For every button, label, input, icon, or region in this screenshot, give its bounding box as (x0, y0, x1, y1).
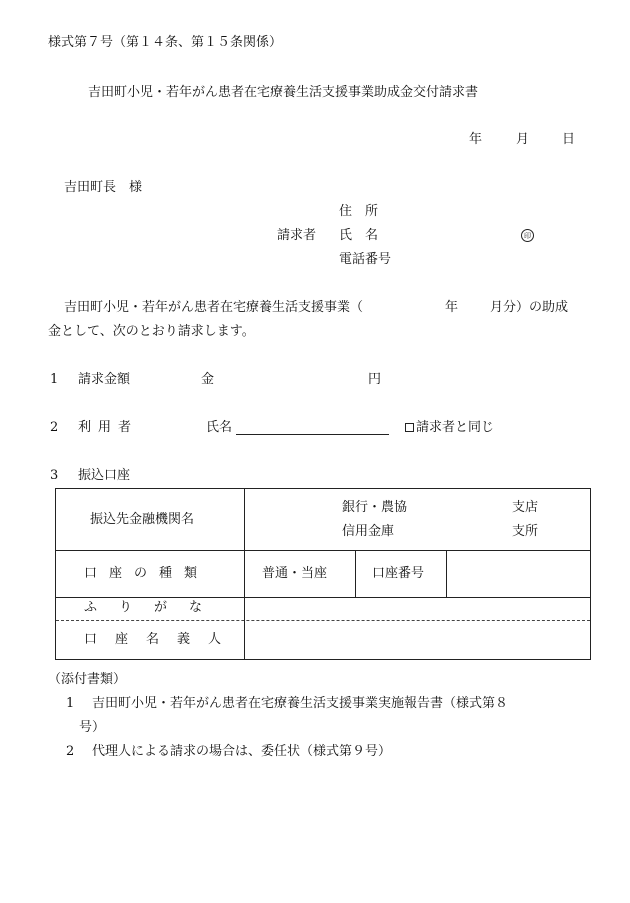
account-holder-label: 口座名義人 (84, 632, 240, 647)
applicant-label: 請求者 (277, 228, 317, 243)
attachment-1-line1: 吉田町小児・若年がん患者在宅療養生活支援事業実施報告書（様式第８ (92, 696, 509, 711)
item1-prefix: 金 (201, 372, 215, 387)
account-holder-field[interactable] (245, 621, 590, 659)
body-line1-a: 吉田町小児・若年がん患者在宅療養生活支援事業（ (64, 300, 364, 315)
body-line1-year: 年 (445, 300, 459, 315)
addressee: 吉田町長 様 (64, 180, 143, 195)
item1-label: 請求金額 (78, 372, 131, 387)
date-month: 月 (516, 132, 530, 147)
checkbox-label: 請求者と同じ (416, 420, 495, 435)
account-type-value[interactable]: 普通・当座 (262, 566, 328, 581)
account-number-label: 口座番号 (372, 566, 425, 581)
bank-type-2: 信用金庫 (342, 524, 395, 539)
furigana-field[interactable] (245, 598, 590, 620)
branch-type-1: 支店 (512, 500, 539, 515)
body-line1-b: 月分）の助成 (490, 300, 569, 315)
account-number-field[interactable] (447, 551, 590, 597)
attachment-2-number: 2 (66, 744, 75, 759)
bank-account-table (55, 488, 591, 660)
attachments-header: （添付書類） (48, 672, 127, 687)
furigana-label: ふりがな (84, 600, 225, 615)
item1-number: 1 (50, 372, 59, 387)
address-label: 住 所 (339, 204, 379, 219)
item3-label: 振込口座 (78, 468, 131, 483)
account-type-label: 口座の種類 (84, 566, 210, 581)
bank-name-label: 振込先金融機関名 (90, 512, 195, 527)
user-name-field[interactable] (236, 434, 389, 435)
item1-suffix: 円 (368, 372, 382, 387)
branch-type-2: 支所 (512, 524, 539, 539)
attachment-1-number: 1 (66, 696, 75, 711)
item3-number: 3 (50, 468, 59, 483)
item2-label: 利用者 (78, 420, 139, 435)
page-title: 吉田町小児・若年がん患者在宅療養生活支援事業助成金交付請求書 (88, 85, 479, 100)
checkbox-icon (405, 423, 414, 432)
attachment-2-line1: 代理人による請求の場合は、委任状（様式第９号） (92, 744, 392, 759)
date-year: 年 (469, 132, 483, 147)
form-number: 様式第７号（第１４条、第１５条関係） (48, 35, 283, 50)
item2-number: 2 (50, 420, 59, 435)
same-as-applicant-checkbox[interactable] (405, 419, 494, 437)
body-line2: 金として、次のとおり請求します。 (48, 324, 255, 339)
date-day: 日 (562, 132, 576, 147)
seal-mark: 印 (521, 229, 534, 242)
attachment-1-line2: 号） (79, 720, 106, 735)
bank-type-1: 銀行・農協 (342, 500, 408, 515)
name-label: 氏 名 (339, 228, 379, 243)
phone-label: 電話番号 (339, 252, 392, 267)
item2-name-label: 氏名 (206, 420, 233, 435)
